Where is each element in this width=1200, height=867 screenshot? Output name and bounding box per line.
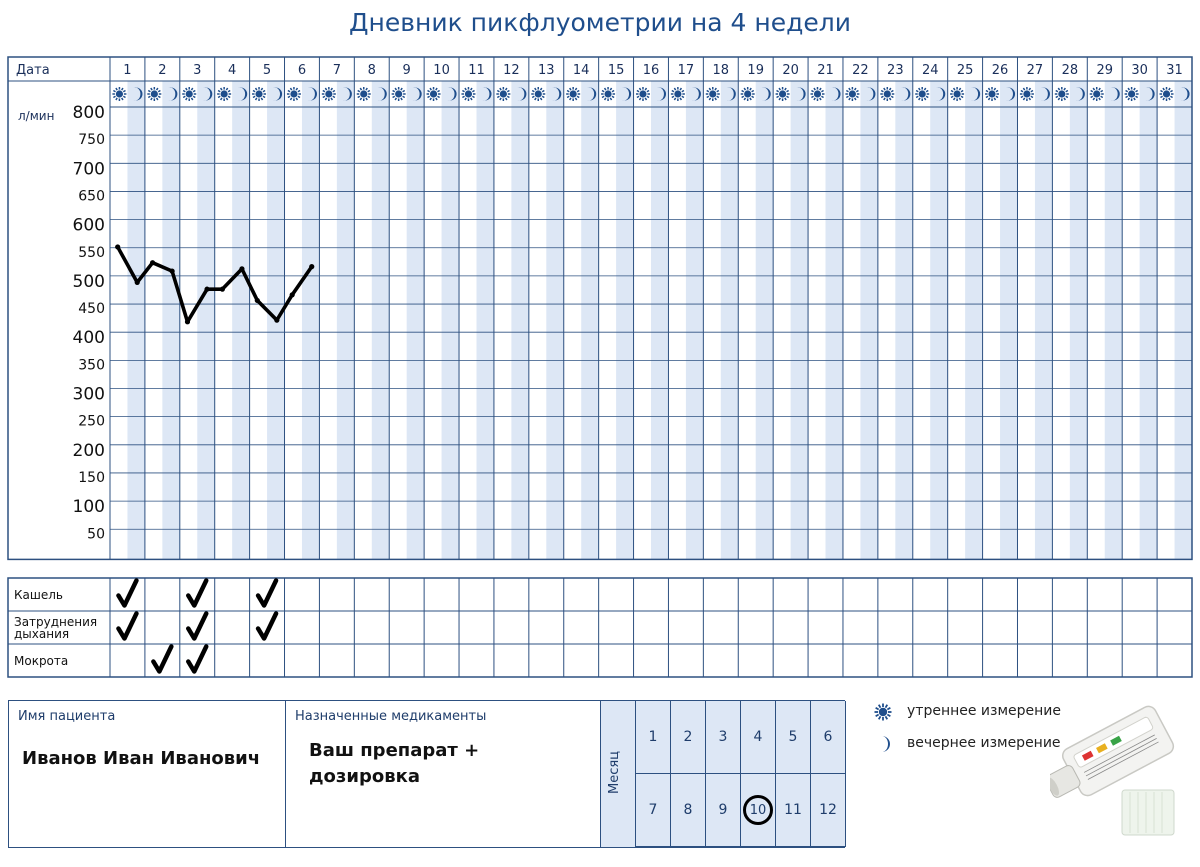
- month-cell[interactable]: [811, 774, 846, 847]
- sun-icon: [147, 87, 161, 101]
- sun-icon: [357, 87, 371, 101]
- month-cell[interactable]: [636, 701, 671, 774]
- evening-stripe: [546, 81, 563, 559]
- sun-icon: [1125, 87, 1139, 101]
- evening-stripe: [127, 81, 144, 559]
- y-tick-label: 100: [72, 497, 105, 518]
- data-point: [274, 318, 279, 323]
- sun-icon: [1055, 87, 1069, 101]
- day-label: 30: [1131, 63, 1148, 78]
- day-label: 16: [642, 63, 660, 78]
- month-cell[interactable]: [776, 701, 811, 774]
- y-tick-label: 600: [72, 215, 105, 236]
- day-label: 21: [817, 63, 834, 78]
- month-box: [600, 700, 845, 848]
- y-axis-label: л/мин: [18, 109, 55, 123]
- evening-stripe: [895, 81, 912, 559]
- sun-icon: [322, 87, 336, 101]
- y-tick-label: 650: [78, 188, 105, 205]
- month-cell[interactable]: [811, 701, 846, 774]
- month-number: 5: [788, 729, 798, 745]
- evening-stripe: [1035, 81, 1052, 559]
- evening-stripe: [197, 81, 214, 559]
- y-tick-label: 300: [72, 384, 105, 405]
- sun-icon: [810, 87, 824, 101]
- evening-stripe: [826, 81, 843, 559]
- day-label: 22: [852, 63, 869, 78]
- evening-stripe: [511, 81, 528, 559]
- data-point: [115, 244, 120, 249]
- day-label: 3: [193, 63, 202, 78]
- sun-icon: [287, 87, 301, 101]
- month-cell[interactable]: [671, 701, 706, 774]
- day-label: 7: [332, 63, 342, 78]
- legend-morning: утреннее измерение: [907, 703, 1062, 719]
- sun-icon: [636, 87, 650, 101]
- data-point: [255, 298, 260, 303]
- data-point: [135, 280, 140, 285]
- evening-stripe: [162, 81, 179, 559]
- sun-icon: [845, 87, 859, 101]
- day-label: 13: [538, 63, 555, 78]
- page-title: Дневник пикфлуометрии на 4 недели: [349, 8, 851, 37]
- day-label: 26: [991, 63, 1009, 78]
- day-label: 8: [367, 63, 376, 78]
- data-point: [150, 260, 155, 265]
- evening-stripe: [1105, 81, 1122, 559]
- sun-icon: [392, 87, 406, 101]
- sun-icon: [601, 87, 615, 101]
- y-tick-label: 150: [78, 469, 105, 486]
- evening-stripe: [337, 81, 354, 559]
- month-number: 2: [683, 729, 693, 745]
- data-point: [170, 269, 175, 274]
- evening-stripe: [686, 81, 703, 559]
- month-cell[interactable]: [776, 774, 811, 847]
- evening-stripe: [442, 81, 459, 559]
- day-label: 20: [782, 63, 799, 78]
- day-label: 1: [123, 63, 132, 78]
- day-label: 19: [747, 63, 764, 78]
- sun-icon: [741, 87, 755, 101]
- sun-icon: [182, 87, 196, 101]
- y-tick-label: 50: [87, 526, 105, 543]
- sun-icon: [874, 703, 892, 721]
- day-label: 9: [402, 63, 411, 78]
- day-label: 11: [468, 63, 485, 78]
- month-number: 6: [823, 729, 833, 745]
- medication-label: Назначенные медикаменты: [295, 709, 487, 724]
- day-label: 12: [503, 63, 520, 78]
- sun-icon: [496, 87, 510, 101]
- evening-stripe: [302, 81, 319, 559]
- data-point: [204, 287, 209, 292]
- evening-stripe: [372, 81, 389, 559]
- month-number: 8: [683, 802, 693, 818]
- sun-icon: [566, 87, 580, 101]
- symptoms-frame: [8, 578, 1192, 677]
- sun-icon: [880, 87, 894, 101]
- peak-flow-meter-image: [1050, 700, 1198, 850]
- day-label: 25: [956, 63, 974, 78]
- month-cell[interactable]: [706, 701, 741, 774]
- medication-value-line2[interactable]: дозировка: [309, 766, 420, 787]
- evening-stripe: [616, 81, 633, 559]
- moon-icon: [876, 735, 892, 753]
- day-label: 6: [297, 63, 307, 78]
- evening-stripe: [860, 81, 877, 559]
- y-tick-label: 350: [78, 357, 105, 374]
- sun-icon: [950, 87, 964, 101]
- day-label: 29: [1096, 63, 1114, 78]
- evening-stripe: [1070, 81, 1087, 559]
- patient-name[interactable]: Иванов Иван Иванович: [22, 748, 261, 769]
- evening-stripe: [791, 81, 808, 559]
- symptom-label: Затруднения: [14, 615, 98, 629]
- month-number: 9: [718, 802, 728, 818]
- sun-icon: [531, 87, 545, 101]
- evening-stripe: [476, 81, 493, 559]
- day-label: 24: [921, 63, 939, 78]
- month-number: 7: [648, 802, 658, 818]
- sun-icon: [1090, 87, 1104, 101]
- sun-icon: [915, 87, 929, 101]
- x-axis-label: Дата: [16, 63, 50, 78]
- month-number: 1: [648, 729, 658, 745]
- month-cell[interactable]: [636, 774, 671, 847]
- evening-stripe: [1175, 81, 1192, 559]
- day-label: 17: [677, 63, 695, 78]
- symptom-label-2: дыхания: [14, 627, 70, 641]
- sun-icon: [217, 87, 231, 101]
- y-tick-label: 700: [72, 159, 105, 180]
- y-tick-label: 750: [78, 132, 105, 149]
- sun-icon: [706, 87, 720, 101]
- symptom-label: Кашель: [14, 588, 63, 602]
- medication-value-line1[interactable]: Ваш препарат +: [309, 740, 480, 761]
- y-tick-label: 500: [72, 271, 105, 292]
- month-number: 10: [743, 795, 773, 825]
- y-tick-label: 200: [72, 440, 105, 461]
- medication-box: [285, 700, 601, 848]
- day-label: 15: [607, 63, 625, 78]
- evening-stripe: [930, 81, 947, 559]
- day-label: 28: [1061, 63, 1079, 78]
- day-label: 31: [1166, 63, 1183, 78]
- evening-stripe: [407, 81, 424, 559]
- evening-stripe: [756, 81, 773, 559]
- evening-stripe: [965, 81, 982, 559]
- sun-icon: [112, 87, 126, 101]
- day-label: 27: [1026, 63, 1044, 78]
- patient-box: [8, 700, 286, 848]
- evening-stripe: [581, 81, 598, 559]
- month-cell-selected[interactable]: [741, 774, 776, 847]
- day-label: 18: [712, 63, 730, 78]
- month-label-wrap: [601, 701, 636, 847]
- sun-icon: [1020, 87, 1034, 101]
- sun-icon: [1160, 87, 1174, 101]
- evening-stripe: [651, 81, 668, 559]
- month-number: 4: [753, 729, 763, 745]
- month-number: 3: [718, 729, 728, 745]
- month-cell[interactable]: [741, 701, 776, 774]
- sun-icon: [671, 87, 685, 101]
- y-tick-label: 250: [78, 413, 105, 430]
- patient-label: Имя пациента: [18, 709, 116, 724]
- day-label: 4: [228, 63, 237, 78]
- month-cell[interactable]: [706, 774, 741, 847]
- month-number: 11: [784, 802, 802, 818]
- data-point: [309, 264, 314, 269]
- data-point: [239, 266, 244, 271]
- month-label: Месяц: [607, 750, 623, 795]
- symptom-label: Мокрота: [14, 654, 69, 668]
- day-label: 23: [887, 63, 904, 78]
- day-label: 10: [433, 63, 450, 78]
- sun-icon: [252, 87, 266, 101]
- evening-stripe: [1000, 81, 1017, 559]
- month-number: 12: [819, 802, 837, 818]
- legend-evening: вечернее измерение: [907, 735, 1061, 751]
- y-tick-label: 550: [78, 244, 105, 261]
- sun-icon: [461, 87, 475, 101]
- sun-icon: [776, 87, 790, 101]
- month-cell[interactable]: [671, 774, 706, 847]
- data-point: [185, 319, 190, 324]
- day-label: 5: [262, 63, 272, 78]
- evening-stripe: [721, 81, 738, 559]
- y-tick-label: 450: [78, 301, 105, 318]
- day-label: 14: [572, 63, 590, 78]
- evening-stripe: [1140, 81, 1157, 559]
- y-tick-label: 400: [72, 328, 105, 349]
- data-point: [220, 287, 225, 292]
- y-tick-label: 800: [72, 103, 105, 123]
- sun-icon: [427, 87, 441, 101]
- sun-icon: [985, 87, 999, 101]
- evening-stripe: [232, 81, 249, 559]
- day-label: 2: [158, 63, 167, 78]
- data-point: [290, 292, 295, 297]
